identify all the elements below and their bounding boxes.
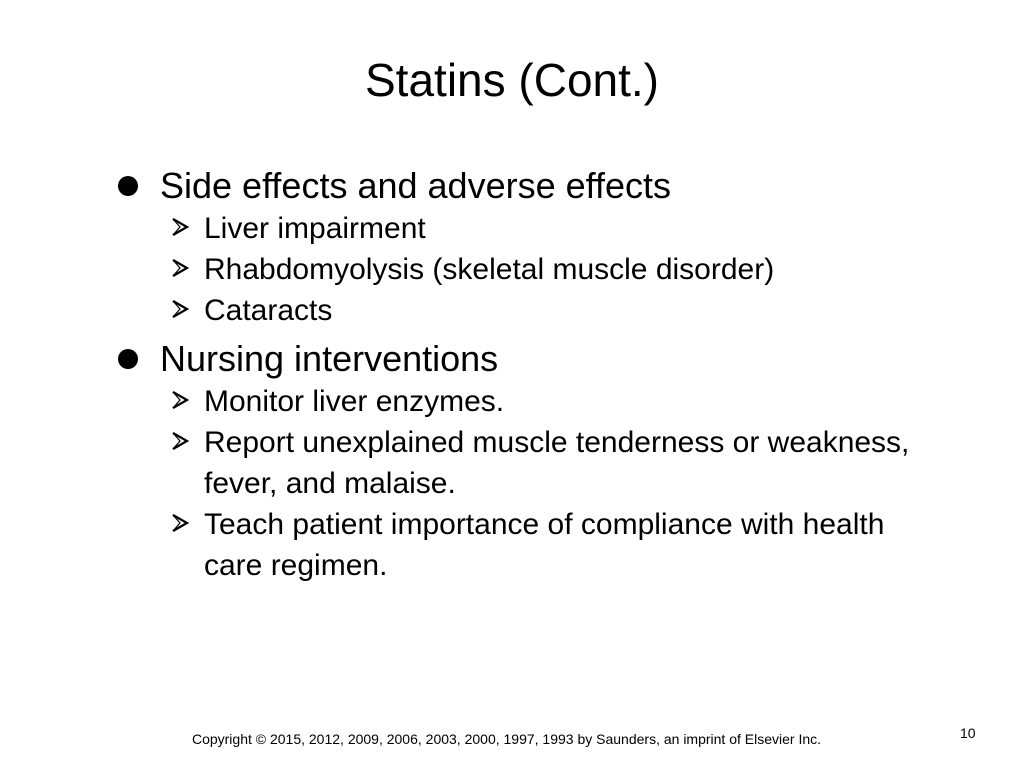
- arrow-bullet-icon: [170, 430, 192, 452]
- sub-bullet-item: [160, 422, 916, 504]
- slide-title: Statins (Cont.): [365, 54, 659, 106]
- bullet-item: [116, 164, 916, 208]
- sub-bullet-text: Monitor liver enzymes.: [204, 385, 505, 418]
- sub-bullet-text: Cataracts: [204, 294, 333, 327]
- bullet-item: [116, 337, 916, 381]
- sub-bullet-item: [160, 290, 916, 331]
- sub-bullet-item: [160, 381, 916, 422]
- copyright-footer: Copyright © 2015, 2012, 2009, 2006, 2003, 2000, 1997, 1993 by Saunders, an imprint of Elsevier Inc.: [191, 731, 822, 747]
- section-side-effects: [116, 164, 916, 331]
- arrow-bullet-icon: [170, 257, 192, 279]
- sub-bullet-text: Liver impairment: [204, 212, 426, 245]
- sub-bullet-text: Teach patient importance of compliance with health care regimen.: [204, 508, 885, 582]
- page-number: 10: [960, 725, 976, 741]
- section-nursing-interventions: [116, 337, 916, 586]
- bullet-dot-icon: [118, 176, 138, 196]
- arrow-bullet-icon: [170, 216, 192, 238]
- bullet-text: Side effects and adverse effects: [160, 165, 671, 206]
- sub-bullet-item: [160, 208, 916, 249]
- sub-bullet-text: Rhabdomyolysis (skeletal muscle disorder): [204, 253, 775, 286]
- arrow-bullet-icon: [170, 389, 192, 411]
- bullet-text: Nursing interventions: [160, 338, 499, 379]
- bullet-dot-icon: [118, 349, 138, 369]
- sub-bullet-text: Report unexplained muscle tenderness or weakness, fever, and malaise.: [204, 426, 910, 500]
- arrow-bullet-icon: [170, 512, 192, 534]
- sub-bullet-item: [160, 504, 916, 586]
- arrow-bullet-icon: [170, 298, 192, 320]
- slide-content: [116, 160, 916, 586]
- sub-bullet-item: [160, 249, 916, 290]
